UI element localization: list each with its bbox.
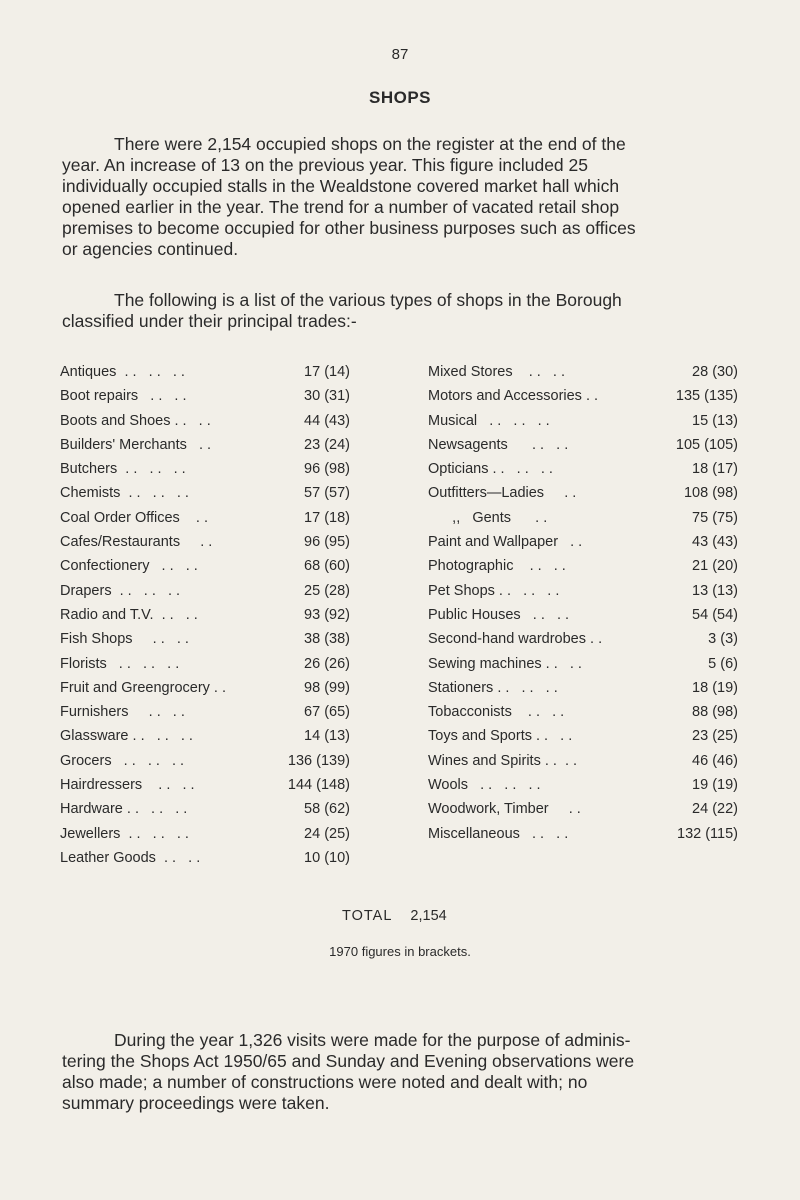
shop-type-count: 26 (26): [304, 655, 350, 672]
shop-type-row: [428, 583, 748, 607]
brackets-note: 1970 figures in brackets.: [329, 944, 471, 959]
shop-type-name: Sewing machines . . . .: [428, 655, 582, 672]
shop-type-name: Furnishers . . . .: [60, 704, 185, 721]
total-line: [342, 908, 447, 924]
shop-type-count: 10 (10): [304, 849, 350, 866]
shop-type-count: 13 (13): [692, 582, 738, 599]
shop-type-row: [60, 413, 380, 437]
shop-type-row: [428, 680, 748, 704]
shop-type-count: 43 (43): [692, 534, 738, 551]
shop-type-count: 144 (148): [287, 777, 350, 794]
shop-type-row: [60, 777, 380, 801]
intro-line: premises to become occupied for other business purposes such as offices: [62, 218, 636, 238]
shop-type-count: 58 (62): [304, 801, 350, 818]
shop-type-name: Tobacconists . . . .: [428, 704, 565, 721]
shop-type-row: [428, 801, 748, 825]
shop-type-row: [428, 704, 748, 728]
shop-type-row: [428, 510, 748, 534]
shop-type-count: 23 (25): [692, 728, 738, 745]
shop-type-row: [428, 826, 748, 850]
shop-type-name: Fruit and Greengrocery . .: [60, 679, 227, 696]
list-intro-paragraph: [62, 290, 742, 332]
shop-type-name: Stationers . . . . . .: [428, 679, 558, 696]
shop-type-name: Second-hand wardrobes . .: [428, 631, 603, 648]
list-intro-line: The following is a list of the various types of shops in the Borough: [114, 290, 622, 310]
shop-types-right-column: [428, 364, 748, 850]
shop-type-name: Hardware . . . . . .: [60, 801, 188, 818]
shop-type-name: Butchers . . . . . .: [60, 461, 186, 478]
shop-type-row: [60, 728, 380, 752]
shop-type-count: 67 (65): [304, 704, 350, 721]
shop-type-name: Photographic . . . .: [428, 558, 566, 575]
shop-type-count: 24 (22): [692, 801, 738, 818]
shop-type-count: 57 (57): [304, 485, 350, 502]
shop-type-count: 19 (19): [692, 777, 738, 794]
shop-type-count: 98 (99): [304, 679, 350, 696]
shop-type-row: [428, 534, 748, 558]
shop-type-row: [60, 534, 380, 558]
shop-type-name: Pet Shops . . . . . .: [428, 582, 560, 599]
total-label: TOTAL: [342, 908, 393, 924]
shop-type-row: [60, 631, 380, 655]
shop-type-count: 18 (19): [692, 679, 738, 696]
section-heading: SHOPS: [368, 88, 432, 107]
shop-type-row: [428, 728, 748, 752]
shop-type-count: 136 (139): [287, 752, 350, 769]
shop-type-row: [60, 704, 380, 728]
shop-types-left-column: [60, 364, 380, 874]
shop-type-row: [60, 850, 380, 874]
shop-type-count: 15 (13): [692, 412, 738, 429]
shop-type-name: Builders' Merchants . .: [60, 436, 212, 453]
shop-type-name: Public Houses . . . .: [428, 606, 570, 623]
shop-type-row: [60, 461, 380, 485]
shop-type-count: 93 (92): [304, 606, 350, 623]
shop-type-name: Coal Order Offices . .: [60, 509, 209, 526]
shop-type-name: Antiques . . . . . .: [60, 364, 185, 380]
shop-type-name: Paint and Wallpaper . .: [428, 534, 583, 551]
shop-type-count: 28 (30): [692, 364, 738, 380]
shop-type-row: [60, 558, 380, 582]
shop-type-row: [60, 510, 380, 534]
shop-type-name: Mixed Stores . . . .: [428, 364, 565, 380]
shop-type-name: Miscellaneous . . . .: [428, 825, 569, 842]
shop-type-count: 132 (115): [677, 825, 738, 842]
shop-type-row: [60, 680, 380, 704]
shop-type-row: [428, 777, 748, 801]
shop-type-row: [428, 364, 748, 388]
intro-paragraph: [62, 134, 742, 260]
shop-type-row: [428, 388, 748, 412]
shop-type-row: [60, 801, 380, 825]
closing-line: During the year 1,326 visits were made for the purpose of adminis-: [114, 1030, 631, 1050]
shop-type-name: Florists . . . . . .: [60, 655, 180, 672]
shop-type-count: 25 (28): [304, 582, 350, 599]
shop-type-count: 14 (13): [304, 728, 350, 745]
shop-type-count: 5 (6): [708, 655, 738, 672]
shop-type-name: Outfitters—Ladies . .: [428, 485, 577, 502]
closing-paragraph: [62, 1030, 742, 1114]
shop-type-count: 135 (135): [675, 388, 738, 405]
shop-type-name: ,, Gents . .: [428, 509, 548, 526]
shop-type-row: [428, 753, 748, 777]
shop-type-name: Boots and Shoes . . . .: [60, 412, 211, 429]
page-number: 87: [391, 46, 409, 63]
shop-type-name: Grocers . . . . . .: [60, 752, 185, 769]
shop-type-count: 17 (14): [304, 364, 350, 380]
shop-type-count: 44 (43): [304, 412, 350, 429]
shop-type-name: Cafes/Restaurants . .: [60, 534, 213, 551]
shop-type-row: [428, 558, 748, 582]
shop-type-row: [60, 388, 380, 412]
shop-type-count: 3 (3): [708, 631, 738, 648]
intro-line: There were 2,154 occupied shops on the register at the end of the: [114, 134, 626, 154]
shop-type-name: Woodwork, Timber . .: [428, 801, 581, 818]
list-intro-line: classified under their principal trades:-: [62, 311, 357, 331]
shop-type-name: Musical . . . . . .: [428, 412, 550, 429]
shop-type-count: 38 (38): [304, 631, 350, 648]
shop-type-count: 30 (31): [304, 388, 350, 405]
shop-type-name: Confectionery . . . .: [60, 558, 198, 575]
shop-type-row: [428, 607, 748, 631]
intro-line: year. An increase of 13 on the previous year. This figure included 25: [62, 155, 588, 175]
shop-type-name: Radio and T.V. . . . .: [60, 606, 198, 623]
shop-type-row: [60, 485, 380, 509]
shop-type-row: [60, 753, 380, 777]
shop-type-name: Drapers . . . . . .: [60, 582, 181, 599]
intro-line: or agencies continued.: [62, 239, 239, 259]
shop-type-count: 96 (98): [304, 461, 350, 478]
shop-type-name: Chemists . . . . . .: [60, 485, 189, 502]
shop-type-count: 108 (98): [683, 485, 738, 502]
shop-type-name: Motors and Accessories . .: [428, 388, 599, 405]
shop-type-name: Leather Goods . . . .: [60, 849, 201, 866]
shop-type-count: 23 (24): [304, 436, 350, 453]
shop-type-count: 96 (95): [304, 534, 350, 551]
shop-type-name: Newsagents . . . .: [428, 436, 569, 453]
shop-type-name: Jewellers . . . . . .: [60, 825, 189, 842]
shop-type-count: 24 (25): [304, 825, 350, 842]
shop-type-row: [60, 656, 380, 680]
shop-type-name: Boot repairs . . . .: [60, 388, 187, 405]
shop-type-row: [428, 437, 748, 461]
total-value: 2,154: [410, 908, 447, 924]
shop-type-row: [428, 485, 748, 509]
shop-type-row: [428, 461, 748, 485]
shop-type-row: [428, 413, 748, 437]
shop-type-row: [60, 583, 380, 607]
shop-type-row: [428, 656, 748, 680]
shop-type-count: 68 (60): [304, 558, 350, 575]
shop-type-name: Fish Shops . . . .: [60, 631, 189, 648]
shop-type-row: [60, 607, 380, 631]
shop-type-count: 105 (105): [675, 436, 738, 453]
intro-line: opened earlier in the year. The trend for a number of vacated retail shop: [62, 197, 620, 217]
shop-type-name: Toys and Sports . . . .: [428, 728, 573, 745]
closing-line: also made; a number of constructions were noted and dealt with; no: [62, 1072, 588, 1092]
shop-type-count: 18 (17): [692, 461, 738, 478]
shop-type-row: [60, 826, 380, 850]
shop-type-count: 54 (54): [692, 606, 738, 623]
shop-type-name: Wines and Spirits . . . .: [428, 752, 578, 769]
closing-line: summary proceedings were taken.: [62, 1093, 330, 1113]
shop-type-count: 17 (18): [304, 509, 350, 526]
shop-type-count: 46 (46): [692, 752, 738, 769]
shop-type-row: [60, 364, 380, 388]
shop-type-count: 75 (75): [692, 509, 738, 526]
shop-type-count: 88 (98): [692, 704, 738, 721]
shop-type-name: Opticians . . . . . .: [428, 461, 553, 478]
shop-type-name: Wools . . . . . .: [428, 777, 541, 794]
shop-type-count: 21 (20): [692, 558, 738, 575]
shop-type-name: Hairdressers . . . .: [60, 777, 195, 794]
shop-type-row: [60, 437, 380, 461]
closing-line: tering the Shops Act 1950/65 and Sunday and Evening observations were: [62, 1051, 635, 1071]
shop-type-row: [428, 631, 748, 655]
shop-type-name: Glassware . . . . . .: [60, 728, 193, 745]
intro-line: individually occupied stalls in the Wealdstone covered market hall which: [62, 176, 620, 196]
